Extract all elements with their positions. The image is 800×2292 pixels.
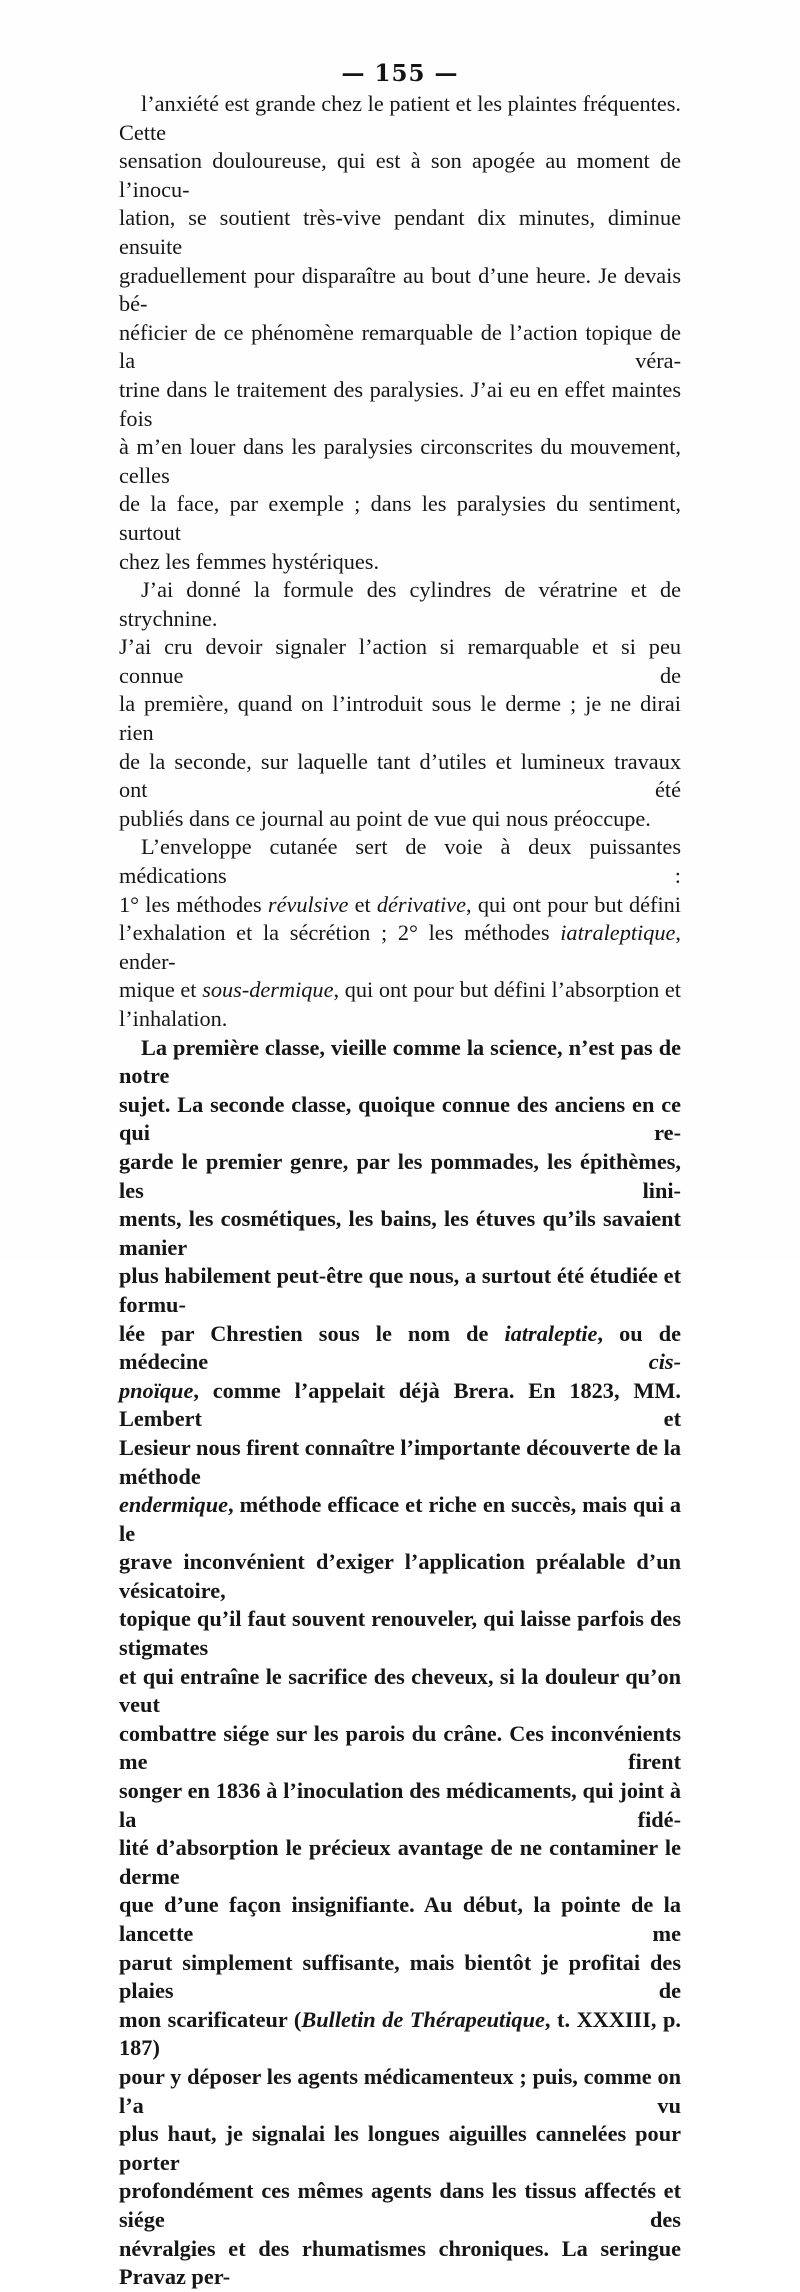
text-segment: grave inconvénient d’exiger l’application préalable d’un vésicatoire,	[119, 1549, 681, 1603]
text-segment: combattre siége sur les parois du crâne. Ces inconvénients me firent	[119, 1720, 681, 1775]
text-line	[119, 1091, 681, 1148]
text-segment: de la seconde, sur laquelle tant d’utiles et lumineux travaux ont été	[119, 748, 681, 803]
italic-term: pnoïque	[119, 1377, 194, 1403]
text-segment: , t. XXXIII, p. 187)	[119, 2006, 682, 2061]
text-segment: , qui ont pour but défini	[466, 891, 681, 917]
text-segment: lité d’absorption le précieux avantage de ne contaminer le derme	[119, 1835, 681, 1889]
text-segment: topique qu’il faut souvent renouveler, qui laisse parfois des stigmates	[119, 1606, 681, 1661]
text-segment: et qui entraîne le sacrifice des cheveux, si la douleur qu’on veut	[119, 1663, 681, 1718]
text-segment: plus haut, je signalai les longues aiguilles cannelées pour porter	[119, 2121, 681, 2175]
text-segment: néficier de ce phénomène remarquable de l’action topique de la véra-	[119, 319, 681, 374]
text-line	[119, 1148, 681, 1205]
text-segment: pour y déposer les agents médicamenteux ; puis, comme on l’a vu	[119, 2063, 681, 2118]
text-segment: garde le premier genre, par les pommades, les épithèmes, les lini-	[119, 1148, 681, 1203]
paragraph	[119, 90, 681, 576]
text-line	[119, 1891, 681, 1948]
paragraph	[119, 833, 681, 1033]
text-line	[119, 1777, 681, 1834]
text-segment: l’exhalation et la sécrétion ; 2° les méthodes	[119, 920, 561, 946]
text-segment: publiés dans ce journal au point de vue qui nous préoccupe.	[119, 805, 651, 831]
italic-term: cis-	[648, 1349, 681, 1375]
text-segment: que d’une façon insignifiante. Au début, la pointe de la lancette me	[119, 1892, 681, 1946]
text-line	[119, 2120, 681, 2177]
text-line	[119, 805, 681, 834]
text-line	[119, 1663, 681, 1720]
text-segment: , méthode efficace et riche en succès, mais qui a le	[119, 1492, 681, 1546]
text-line	[119, 2235, 681, 2292]
text-line	[119, 1491, 681, 1548]
text-segment: J’ai cru devoir signaler l’action si remarquable et si peu connue de	[119, 634, 681, 688]
text-segment: à m’en louer dans les paralysies circonscrites du mouvement, celles	[119, 434, 681, 488]
text-segment: , qui ont pour but défini l’absorption et	[333, 977, 681, 1003]
text-line	[119, 2063, 681, 2120]
text-segment: plus habilement peut-être que nous, a surtout été étudiée et formu-	[119, 1263, 681, 1317]
text-line	[119, 90, 681, 147]
text-segment: l’inhalation.	[119, 1006, 228, 1031]
text-line	[119, 1005, 681, 1034]
text-line	[119, 1434, 681, 1491]
text-segment: La première classe, vieille comme la science, n’est pas de notre	[119, 1034, 681, 1089]
text-segment: L’enveloppe cutanée sert de voie à deux puissantes médications :	[119, 834, 681, 889]
italic-term: iatraleptique	[560, 920, 676, 946]
italic-term: endermique	[119, 1492, 229, 1518]
text-line	[119, 891, 681, 920]
text-segment: mon scarificateur (	[119, 2006, 302, 2032]
text-segment: et	[348, 891, 377, 917]
text-line	[119, 1834, 681, 1891]
paragraph	[119, 1034, 681, 2292]
text-segment: de la face, par exemple ; dans les paralysies du sentiment, surtout	[119, 491, 681, 545]
text-line	[119, 204, 681, 261]
text-line	[119, 833, 681, 890]
paragraph	[119, 576, 681, 833]
text-segment: Lesieur nous firent connaître l’importante découverte de la méthode	[119, 1434, 681, 1489]
text-line	[119, 2177, 681, 2234]
text-line	[119, 1605, 681, 1662]
text-line	[119, 576, 681, 633]
italic-term: iatraleptie	[504, 1320, 598, 1346]
text-segment: chez les femmes hystériques.	[119, 548, 380, 574]
text-line	[119, 1205, 681, 1262]
text-line	[119, 2006, 681, 2063]
text-line	[119, 319, 681, 376]
body-text	[119, 90, 681, 2292]
text-segment: , ender-	[119, 920, 681, 974]
italic-term: dérivative	[376, 891, 467, 917]
text-segment: lée par Chrestien sous le nom de	[119, 1320, 505, 1346]
page-number: — 155 —	[341, 60, 459, 87]
italic-term: Bulletin de Thérapeutique	[301, 2006, 545, 2032]
text-line	[119, 433, 681, 490]
text-line	[119, 1320, 681, 1377]
text-segment: ments, les cosmétiques, les bains, les étuves qu’ils savaient manier	[119, 1206, 681, 1260]
text-line	[119, 548, 681, 577]
text-line	[119, 1548, 681, 1605]
text-segment: graduellement pour disparaître au bout d’une heure. Je devais bé-	[119, 262, 681, 317]
text-line	[119, 690, 681, 747]
text-segment: trine dans le traitement des paralysies. J’ai eu en effet maintes fois	[119, 376, 681, 431]
italic-term: révulsive	[267, 891, 349, 917]
text-line	[119, 376, 681, 433]
text-line	[119, 1720, 681, 1777]
text-segment: lation, se soutient très-vive pendant dix minutes, diminue ensuite	[119, 205, 681, 259]
text-line	[119, 1949, 681, 2006]
text-line	[119, 976, 681, 1005]
text-segment: , comme l’appelait déjà Brera. En 1823, MM. Lembert et	[119, 1377, 681, 1432]
text-line	[119, 1034, 681, 1091]
text-segment: névralgies et des rhumatismes chroniques. La seringue Pravaz per-	[119, 2235, 681, 2290]
text-segment: sujet. La seconde classe, quoique connue des anciens en ce qui re-	[119, 1091, 681, 1146]
text-segment: J’ai donné la formule des cylindres de vératrine et de strychnine.	[119, 577, 681, 631]
text-line	[119, 490, 681, 547]
text-line	[119, 1262, 681, 1319]
text-line	[119, 919, 681, 976]
text-segment: songer en 1836 à l’inoculation des médicaments, qui joint à la fidé-	[119, 1778, 681, 1832]
text-line	[119, 147, 681, 204]
text-segment: 1° les méthodes	[119, 891, 268, 917]
text-segment: profondément ces mêmes agents dans les tissus affectés et siége des	[119, 2178, 681, 2232]
text-segment: mique et	[119, 977, 203, 1003]
text-line	[119, 748, 681, 805]
text-line	[119, 1377, 681, 1434]
text-segment: , ou de médecine	[119, 1320, 681, 1375]
italic-term: sous-dermique	[202, 977, 334, 1003]
text-line	[119, 633, 681, 690]
text-segment: parut simplement suffisante, mais bientôt je profitai des plaies de	[119, 1949, 681, 2004]
text-segment: l’anxiété est grande chez le patient et les plaintes fréquentes. Cette	[119, 91, 681, 145]
text-segment: la première, quand on l’introduit sous le derme ; je ne dirai rien	[119, 691, 681, 746]
text-line	[119, 262, 681, 319]
text-segment: sensation douloureuse, qui est à son apogée au moment de l’inocu-	[119, 148, 681, 202]
